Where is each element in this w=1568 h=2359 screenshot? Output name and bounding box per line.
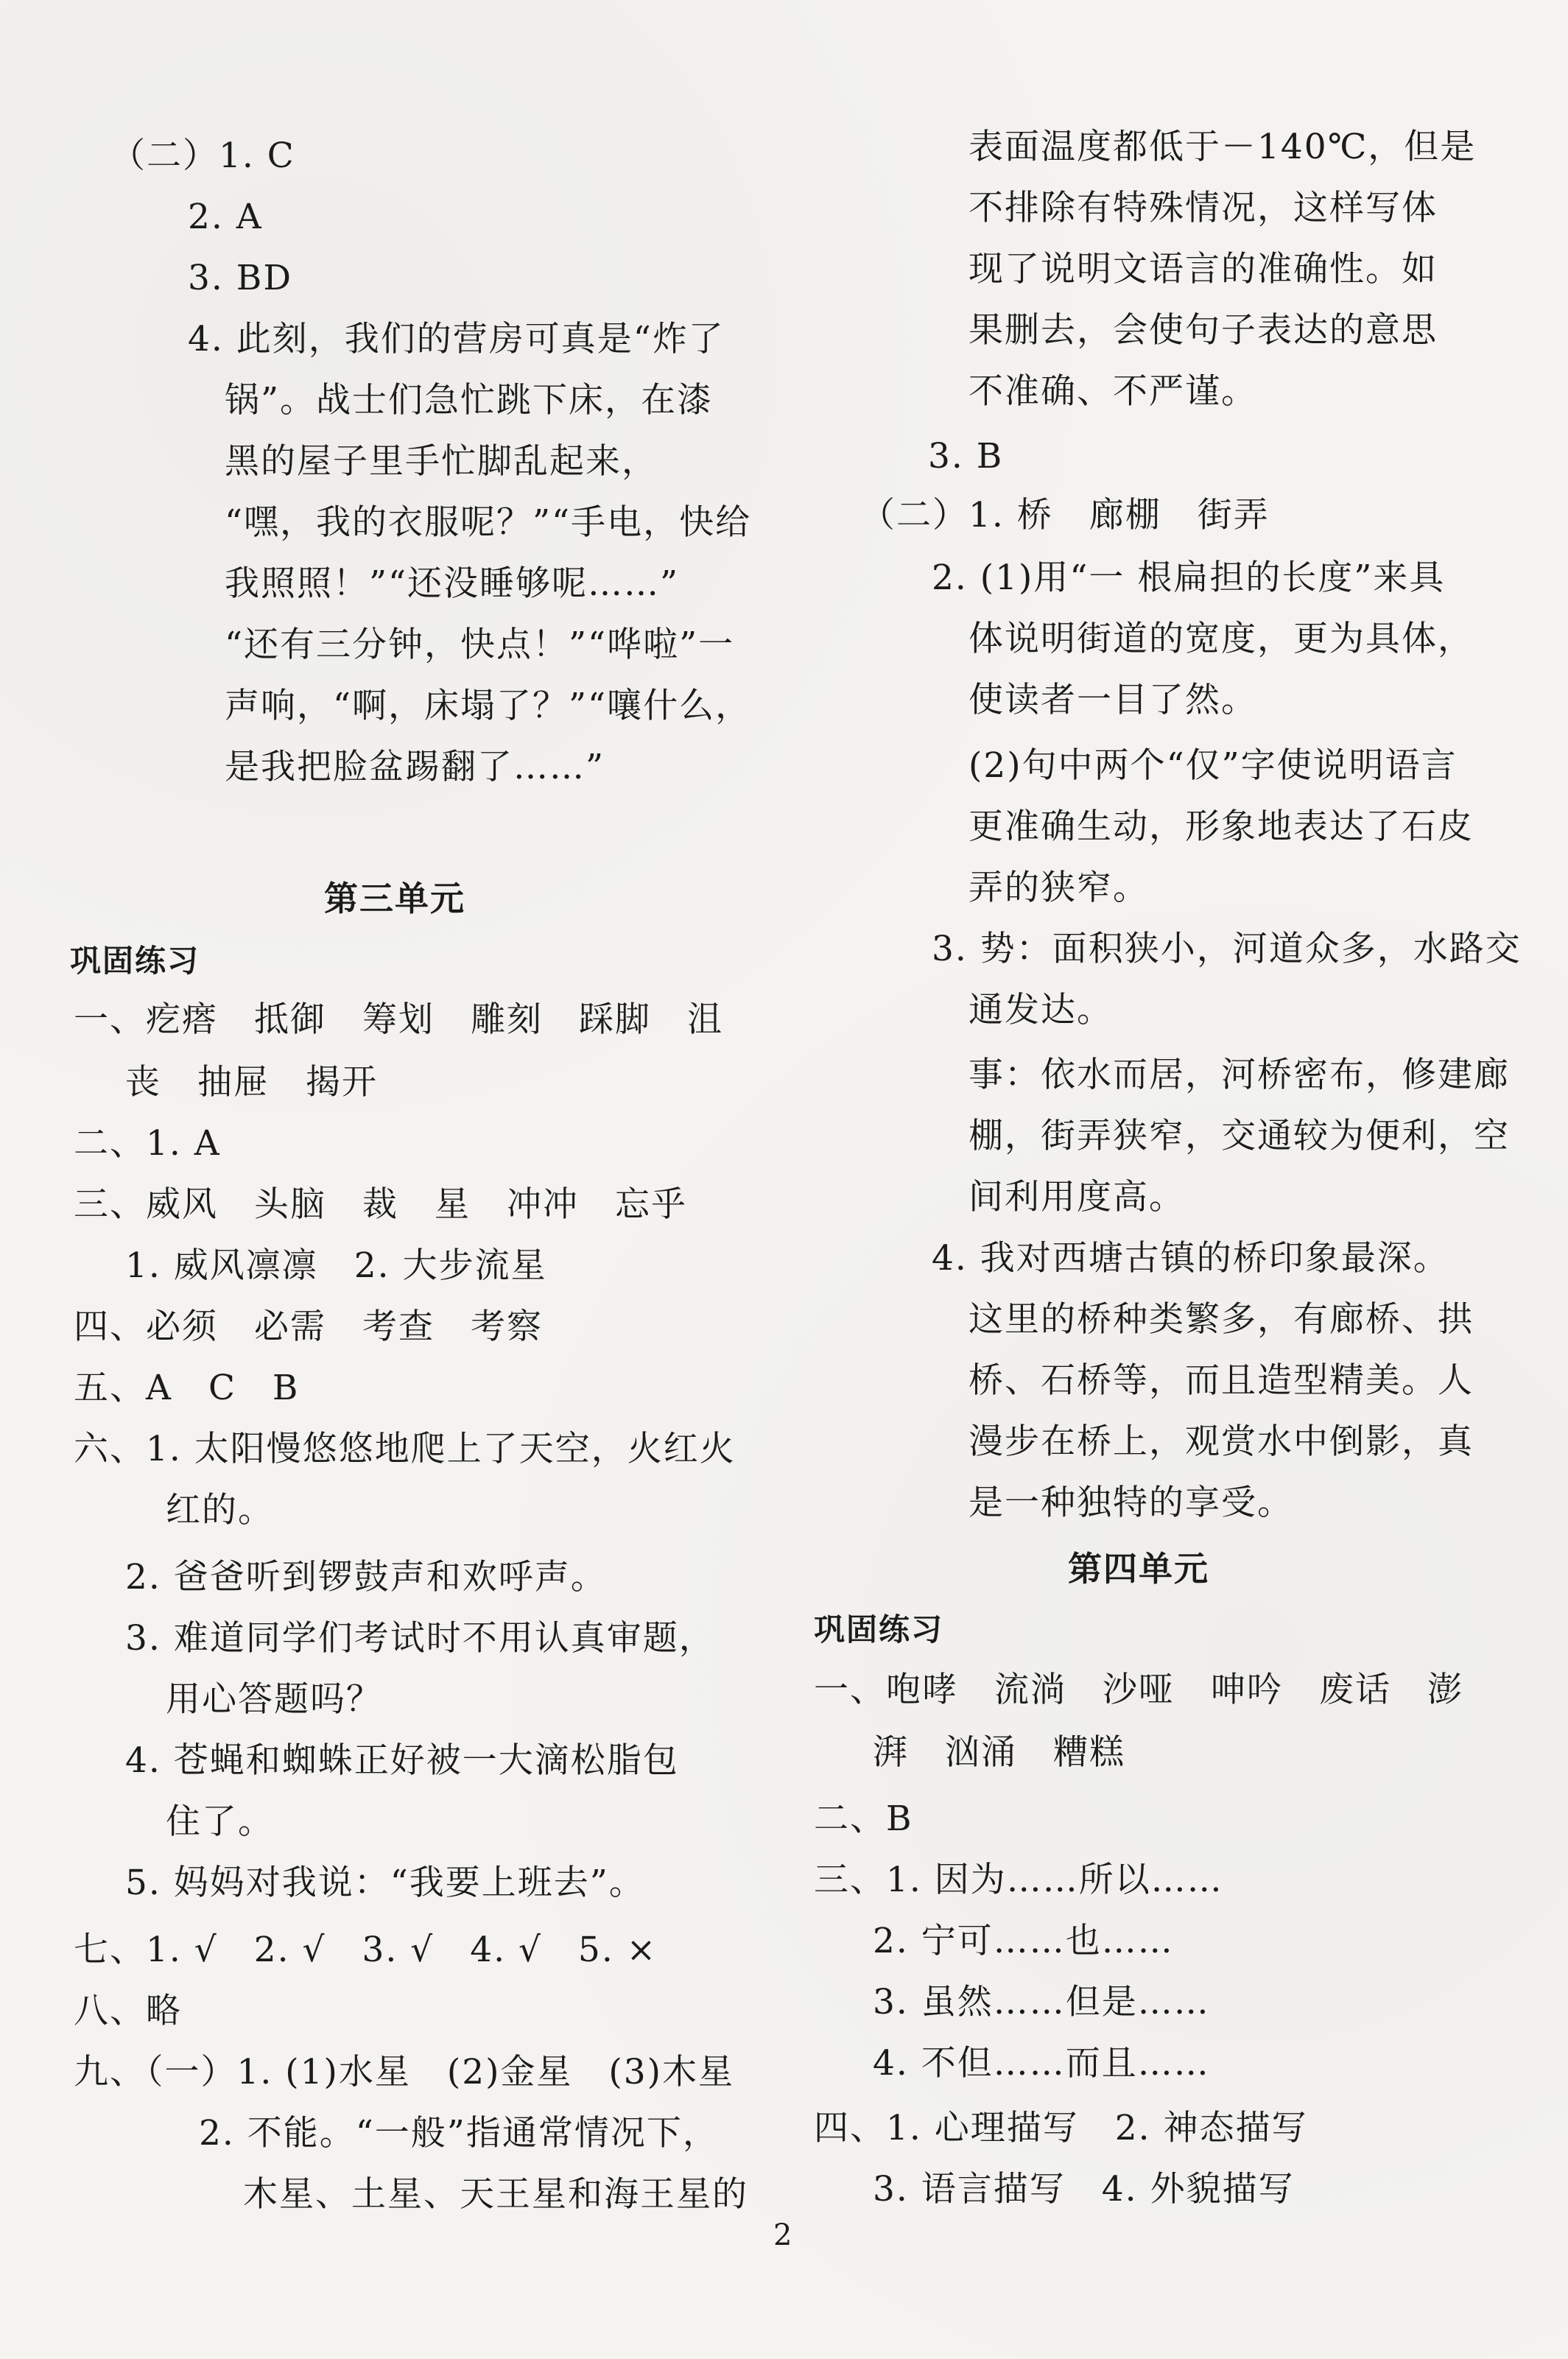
answer-line: 是我把脸盆踢翻了……”	[225, 747, 605, 787]
answer-line: 3. 势：面积狭小，河道众多，水路交	[932, 929, 1522, 969]
answer-line: 3. 虽然……但是……	[873, 1982, 1210, 2022]
answer-line: 1. 威风凛凛 2. 大步流星	[125, 1245, 547, 1286]
answer-line: 2. A	[188, 197, 263, 237]
answer-line: 果删去，会使句子表达的意思	[968, 310, 1438, 351]
answer-line: 3. 难道同学们考试时不用认真审题，	[125, 1618, 715, 1659]
answer-line: 4. 此刻，我们的营房可真是“炸了	[188, 319, 725, 359]
answer-line: 3. 语言描写 4. 外貌描写	[873, 2169, 1295, 2209]
answer-line: 木星、土星、天王星和海王星的	[243, 2174, 748, 2215]
answer-line: 4. 苍蝇和蜘蛛正好被一大滴松脂包	[125, 1740, 679, 1781]
answer-line: 2. 爸爸听到锣鼓声和欢呼声。	[125, 1557, 607, 1597]
answer-line: 更准确生动，形象地表达了石皮	[968, 806, 1474, 847]
answer-line: 事：依水而居，河桥密布，修建廊	[968, 1055, 1510, 1095]
answer-line: 3. B	[928, 436, 1004, 477]
answer-line: 黑的屋子里手忙脚乱起来，	[225, 441, 658, 482]
answer-line: 红的。	[166, 1490, 274, 1530]
answer-line: 九、（一）1. (1)水星 (2)金星 (3)木星	[74, 2052, 735, 2092]
answer-line: 四、必须 必需 考查 考察	[74, 1307, 543, 1347]
answer-line: 4. 我对西塘古镇的桥印象最深。	[932, 1238, 1449, 1279]
answer-line: 三、1. 因为……所以……	[814, 1860, 1223, 1900]
answer-line: 5. 妈妈对我说：“我要上班去”。	[125, 1863, 645, 1903]
unit-4-section-title: 巩固练习	[814, 1611, 944, 1648]
answer-line: “还有三分钟，快点！”“哗啦”一	[225, 625, 735, 665]
answer-line: 这里的桥种类繁多，有廊桥、拱	[968, 1299, 1474, 1340]
answer-line: 不准确、不严谨。	[968, 371, 1257, 412]
answer-line: （二）1. C	[110, 136, 295, 176]
answer-line: 2. (1)用“一 根扁担的长度”来具	[932, 558, 1446, 598]
answer-line: 通发达。	[968, 990, 1113, 1030]
answer-line: 我照照！”“还没睡够呢……”	[225, 563, 680, 604]
answer-line: 五、A C B	[74, 1368, 300, 1408]
answer-line: 4. 不但……而且……	[873, 2043, 1210, 2084]
answer-line: 四、1. 心理描写 2. 神态描写	[814, 2108, 1308, 2148]
unit-4-title: 第四单元	[1068, 1549, 1209, 1589]
answer-line: 棚，街弄狭窄，交通较为便利，空	[968, 1116, 1510, 1156]
answer-line: 间利用度高。	[968, 1177, 1185, 1217]
answer-line: 桥、石桥等，而且造型精美。人	[968, 1360, 1474, 1401]
answer-line: 三、威风 头脑 裁 星 冲冲 忘乎	[74, 1184, 687, 1225]
answer-line: 表面温度都低于－140℃，但是	[968, 127, 1477, 167]
answer-line: 八、略	[74, 1991, 182, 2031]
answer-line: 2. 不能。“一般”指通常情况下，	[199, 2113, 719, 2154]
answer-line: 七、1. √ 2. √ 3. √ 4. √ 5. ×	[74, 1930, 658, 1970]
answer-line: 锅”。战士们急忙跳下床，在漆	[225, 380, 714, 421]
answer-line: 二、1. A	[74, 1123, 221, 1164]
answer-line: 六、1. 太阳慢悠悠地爬上了天空，火红火	[74, 1429, 736, 1469]
answer-line: 使读者一目了然。	[968, 680, 1257, 720]
answer-line: 漫步在桥上，观赏水中倒影，真	[968, 1421, 1474, 1462]
unit-3-title: 第三单元	[324, 879, 465, 918]
answer-line: (2)句中两个“仅”字使说明语言	[968, 745, 1458, 786]
answer-line: 体说明街道的宽度，更为具体，	[968, 619, 1474, 659]
answer-line: 一、咆哮 流淌 沙哑 呻吟 废话 澎	[814, 1670, 1463, 1710]
answer-line: （二）1. 桥 廊棚 街弄	[860, 495, 1270, 535]
answer-line: 二、B	[814, 1799, 913, 1839]
answer-line: 丧 抽屉 揭开	[125, 1062, 378, 1103]
answer-line: 声响，“啊，床塌了？”“嚷什么，	[225, 686, 752, 726]
answer-line: “嘿，我的衣服呢？”“手电，快给	[225, 502, 752, 543]
answer-line: 湃 汹涌 糟糕	[873, 1732, 1125, 1773]
answer-line: 一、疙瘩 抵御 筹划 雕刻 踩脚 沮	[74, 999, 723, 1040]
answer-line: 弄的狭窄。	[968, 868, 1149, 908]
answer-line: 3. BD	[188, 258, 293, 298]
answer-line: 是一种独特的享受。	[968, 1483, 1293, 1523]
answer-line: 住了。	[166, 1801, 274, 1842]
page-number: 2	[773, 2218, 792, 2252]
answer-line: 现了说明文语言的准确性。如	[968, 249, 1438, 289]
unit-3-section-title: 巩固练习	[70, 943, 200, 979]
answer-line: 2. 宁可……也……	[873, 1921, 1174, 1961]
answer-line: 用心答题吗？	[166, 1679, 382, 1720]
answer-line: 不排除有特殊情况，这样写体	[968, 188, 1438, 228]
